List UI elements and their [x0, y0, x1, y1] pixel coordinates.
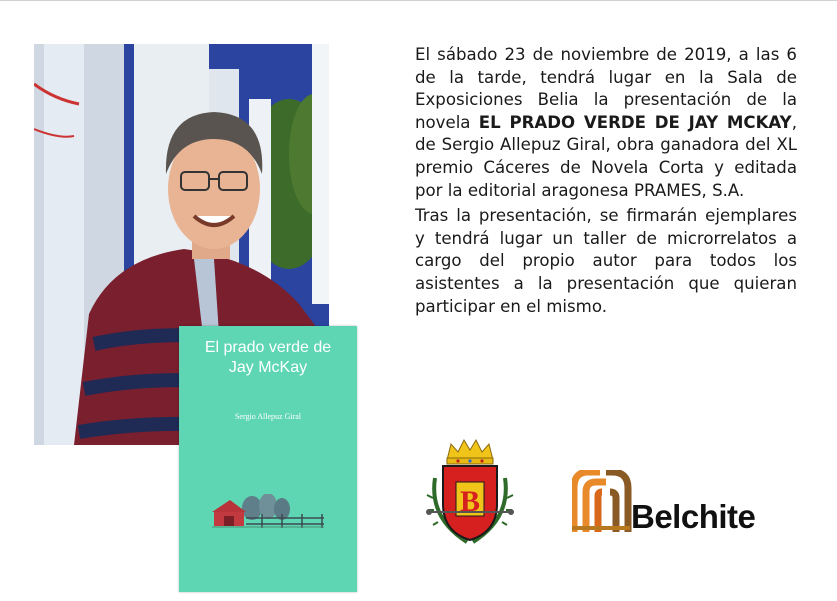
book-title [179, 338, 357, 378]
belchite-logo-mark [572, 470, 632, 536]
book-title-line-1: El prado verde de [204, 339, 332, 356]
book-title-line-2: Jay McKay [228, 359, 308, 376]
announcement-paragraph-2: Tras la presentación, se firmarán ejemplares y tendrá lugar un taller de microrrelatos a cargo del propio autor para todos los asistentes a la presentación que quieran participar en el mismo. [415, 206, 797, 316]
coat-of-arms-logo [425, 438, 515, 548]
paragraph-1-intro: El sábado 23 de noviembre de 2019, a las 6 de la tarde, tendrá lugar en la Sala de Exposiciones Belia la presentación de la novela [415, 45, 797, 132]
top-divider [0, 0, 837, 1]
announcement-paragraph-1 [415, 44, 797, 202]
shield-letter: B [459, 485, 481, 518]
novel-title: EL PRADO VERDE DE JAY MCKAY [478, 112, 792, 132]
belchite-logo-text: Belchite [631, 498, 756, 535]
paragraph-1-rest: , de Sergio Allepuz Giral, obra ganadora del XL premio Cáceres de Novela Corta y editada por la editorial aragonesa PRAMES, S.A. [415, 112, 797, 200]
announcement-text [415, 44, 797, 321]
book-cover [179, 326, 357, 592]
barn-illustration [212, 494, 324, 530]
book-author: Sergio Allepuz Giral [234, 412, 302, 421]
